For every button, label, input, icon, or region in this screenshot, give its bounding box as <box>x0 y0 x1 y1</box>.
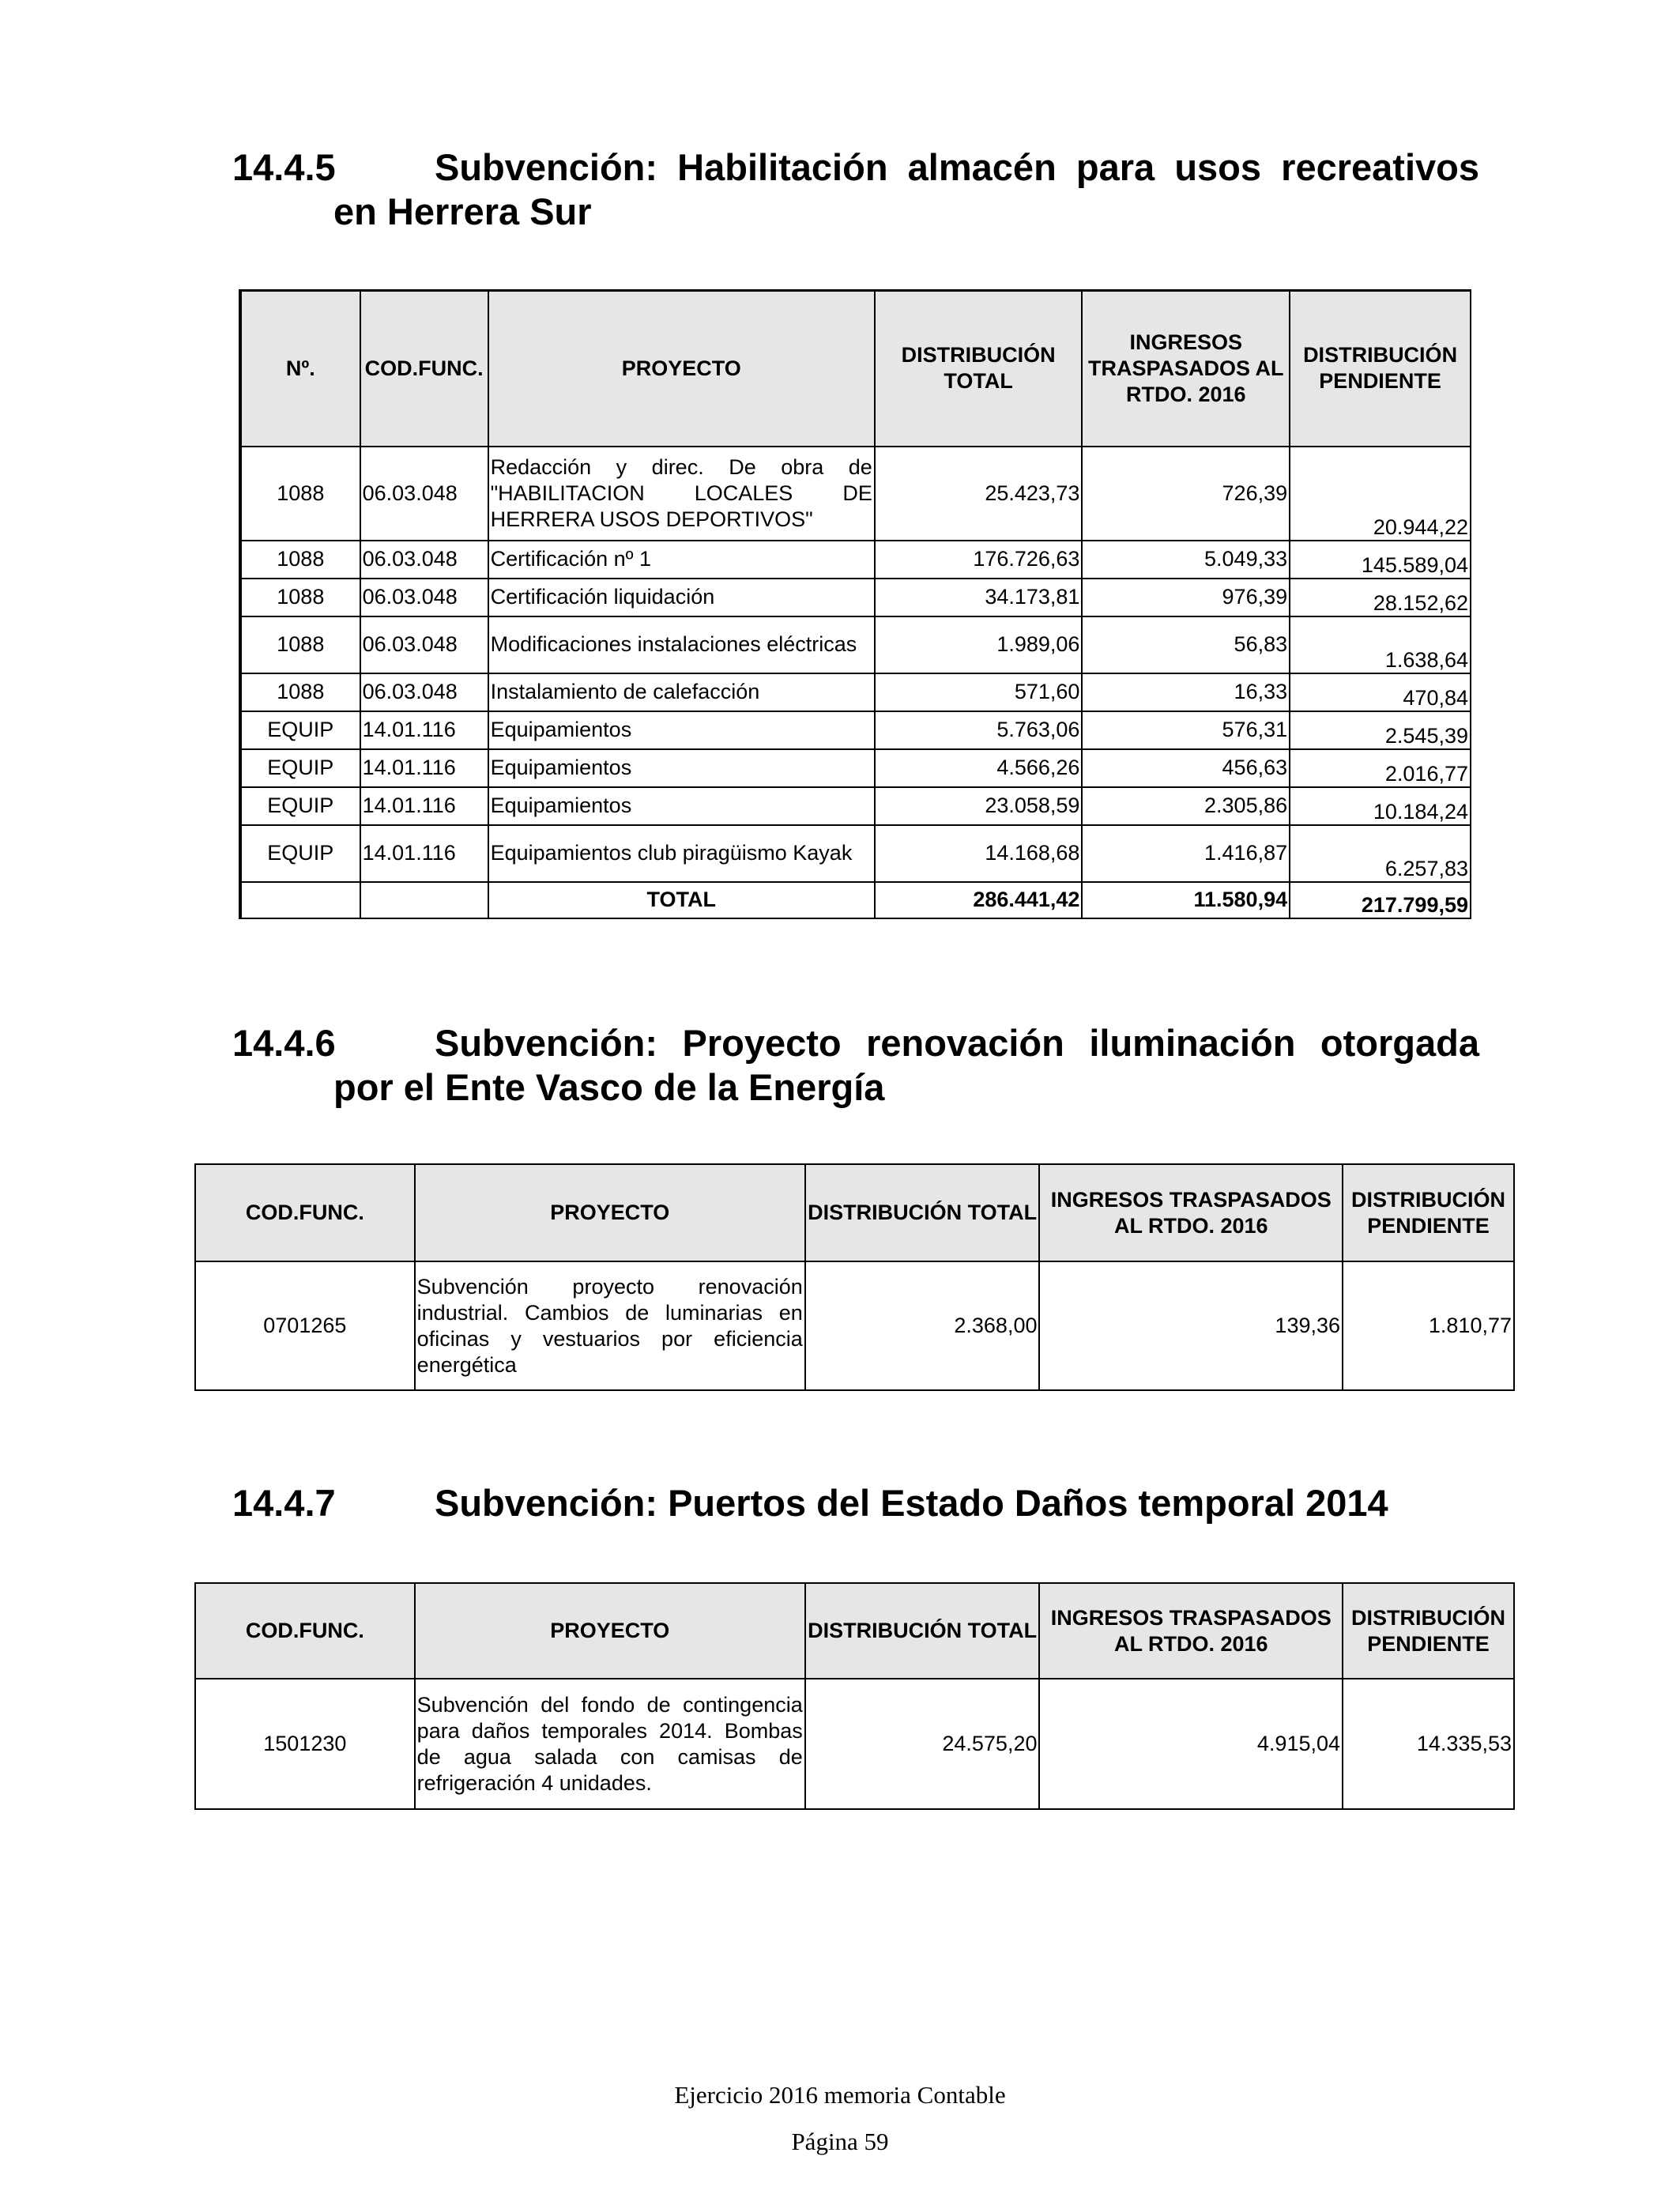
cell-distribucion-total: 25.423,73 <box>875 447 1083 541</box>
table-row <box>195 1679 1514 1809</box>
cell-ingresos: 2.305,86 <box>1082 787 1290 825</box>
cell-proyecto: Redacción y direc. De obra de "HABILITACION LOCALES DE HERRERA USOS DEPORTIVOS" <box>488 447 875 541</box>
cell-cod-func: 06.03.048 <box>360 673 488 711</box>
col-header-distribucion-total: DISTRIBUCIÓN TOTAL <box>875 291 1083 447</box>
cell-n: EQUIP <box>240 749 360 787</box>
col-header-distribucion-total: DISTRIBUCIÓN TOTAL <box>805 1164 1040 1261</box>
cell-cod-func: 14.01.116 <box>360 787 488 825</box>
cell-distribucion-total: 176.726,63 <box>875 541 1083 579</box>
cell-distribucion-pendiente: 145.589,04 <box>1290 541 1471 579</box>
col-header-ingresos: INGRESOS TRASPASADOS AL RTDO. 2016 <box>1039 1164 1343 1261</box>
cell-distribucion-pendiente: 14.335,53 <box>1343 1679 1514 1809</box>
table-row <box>240 711 1471 749</box>
col-header-cod-func: COD.FUNC. <box>195 1164 415 1261</box>
col-header-n: Nº. <box>240 291 360 447</box>
section-number: 14.4.5 <box>232 146 336 188</box>
table-row <box>240 749 1471 787</box>
cell-total-label: TOTAL <box>488 882 875 918</box>
cell-ingresos: 976,39 <box>1082 579 1290 616</box>
cell-proyecto: Certificación nº 1 <box>488 541 875 579</box>
table-header-row <box>195 1164 1514 1261</box>
cell-n: 1088 <box>240 541 360 579</box>
section-heading-14-4-7 <box>232 1481 1479 1525</box>
col-header-ingresos: INGRESOS TRASPASADOS AL RTDO. 2016 <box>1082 291 1290 447</box>
cell-proyecto: Equipamientos <box>488 711 875 749</box>
table-row <box>240 673 1471 711</box>
cell-ingresos: 4.915,04 <box>1039 1679 1343 1809</box>
footer-title: Ejercicio 2016 memoria Contable <box>674 2081 1006 2109</box>
cell-n: EQUIP <box>240 711 360 749</box>
cell-cod-func: 14.01.116 <box>360 711 488 749</box>
cell-total-ingresos: 11.580,94 <box>1082 882 1290 918</box>
cell-distribucion-total: 4.566,26 <box>875 749 1083 787</box>
col-header-proyecto: PROYECTO <box>415 1583 805 1679</box>
col-header-proyecto: PROYECTO <box>415 1164 805 1261</box>
cell-n: 1088 <box>240 447 360 541</box>
section-number: 14.4.6 <box>232 1022 336 1064</box>
cell-n: 1088 <box>240 673 360 711</box>
cell-n: EQUIP <box>240 825 360 882</box>
section-title: Subvención: Puertos del Estado Daños temporal 2014 <box>435 1482 1388 1524</box>
cell-ingresos: 16,33 <box>1082 673 1290 711</box>
section-title-continuation: por el Ente Vasco de la Energía <box>333 1066 885 1108</box>
cell-proyecto: Modificaciones instalaciones eléctricas <box>488 616 875 673</box>
cell-distribucion-pendiente: 28.152,62 <box>1290 579 1471 616</box>
cell-cod-func: 0701265 <box>195 1261 415 1390</box>
heading-line-1 <box>232 1021 1479 1065</box>
cell-proyecto: Subvención proyecto renovación industrial. Cambios de luminarias en oficinas y vestuarios por eficiencia energética <box>415 1261 805 1390</box>
cell-distribucion-pendiente: 2.016,77 <box>1290 749 1471 787</box>
cell-distribucion-total: 34.173,81 <box>875 579 1083 616</box>
cell-proyecto: Equipamientos club piragüismo Kayak <box>488 825 875 882</box>
cell-cod-func: 06.03.048 <box>360 579 488 616</box>
col-header-distribucion-pendiente: DISTRIBUCIÓN PENDIENTE <box>1343 1583 1514 1679</box>
cell-distribucion-total: 23.058,59 <box>875 787 1083 825</box>
cell-proyecto: Equipamientos <box>488 787 875 825</box>
table-header-row <box>195 1583 1514 1679</box>
cell-distribucion-total: 14.168,68 <box>875 825 1083 882</box>
table-total-row <box>240 882 1471 918</box>
col-header-cod-func: COD.FUNC. <box>195 1583 415 1679</box>
cell-ingresos: 456,63 <box>1082 749 1290 787</box>
cell-n: 1088 <box>240 616 360 673</box>
cell-ingresos: 5.049,33 <box>1082 541 1290 579</box>
table-body <box>240 447 1471 918</box>
col-header-ingresos: INGRESOS TRASPASADOS AL RTDO. 2016 <box>1039 1583 1343 1679</box>
cell-ingresos: 139,36 <box>1039 1261 1343 1390</box>
col-header-cod-func: COD.FUNC. <box>360 291 488 447</box>
table-row <box>240 447 1471 541</box>
section-heading-14-4-6 <box>232 1021 1479 1110</box>
table-puertos-del-estado <box>194 1582 1515 1810</box>
cell-distribucion-pendiente: 6.257,83 <box>1290 825 1471 882</box>
section-title-continuation: en Herrera Sur <box>333 190 592 232</box>
cell-cod-func: 14.01.116 <box>360 825 488 882</box>
table-row <box>240 579 1471 616</box>
table-row <box>240 541 1471 579</box>
cell-cod-func: 06.03.048 <box>360 616 488 673</box>
cell-distribucion-pendiente: 10.184,24 <box>1290 787 1471 825</box>
cell-distribucion-total: 1.989,06 <box>875 616 1083 673</box>
cell-cod-func: 14.01.116 <box>360 749 488 787</box>
cell-ingresos: 56,83 <box>1082 616 1290 673</box>
section-heading-14-4-5 <box>232 145 1479 234</box>
section-number: 14.4.7 <box>232 1482 336 1524</box>
cell-distribucion-total: 24.575,20 <box>805 1679 1040 1809</box>
footer-page-number: Página 59 <box>791 2128 889 2155</box>
col-header-distribucion-total: DISTRIBUCIÓN TOTAL <box>805 1583 1040 1679</box>
cell-proyecto: Certificación liquidación <box>488 579 875 616</box>
cell-ingresos: 576,31 <box>1082 711 1290 749</box>
cell-proyecto: Equipamientos <box>488 749 875 787</box>
table-renovacion-iluminacion <box>194 1163 1515 1391</box>
cell-empty <box>360 882 488 918</box>
cell-distribucion-pendiente: 1.810,77 <box>1343 1261 1514 1390</box>
cell-total-pendiente: 217.799,59 <box>1290 882 1471 918</box>
cell-distribucion-total: 2.368,00 <box>805 1261 1040 1390</box>
cell-empty <box>240 882 360 918</box>
col-header-distribucion-pendiente: DISTRIBUCIÓN PENDIENTE <box>1290 291 1471 447</box>
cell-cod-func: 1501230 <box>195 1679 415 1809</box>
table-row <box>240 616 1471 673</box>
cell-distribucion-pendiente: 2.545,39 <box>1290 711 1471 749</box>
cell-distribucion-pendiente: 20.944,22 <box>1290 447 1471 541</box>
cell-ingresos: 1.416,87 <box>1082 825 1290 882</box>
col-header-distribucion-pendiente: DISTRIBUCIÓN PENDIENTE <box>1343 1164 1514 1261</box>
table-row <box>195 1261 1514 1390</box>
cell-n: 1088 <box>240 579 360 616</box>
table-header-row <box>240 291 1471 447</box>
cell-distribucion-pendiente: 1.638,64 <box>1290 616 1471 673</box>
cell-distribucion-total: 5.763,06 <box>875 711 1083 749</box>
section-title: Subvención: Proyecto renovación iluminación otorgada <box>435 1022 1479 1064</box>
col-header-proyecto: PROYECTO <box>488 291 875 447</box>
section-title: Subvención: Habilitación almacén para usos recreativos <box>435 146 1479 188</box>
cell-ingresos: 726,39 <box>1082 447 1290 541</box>
cell-proyecto: Instalamiento de calefacción <box>488 673 875 711</box>
table-habilitacion-almacen <box>239 289 1471 919</box>
cell-distribucion-total: 571,60 <box>875 673 1083 711</box>
cell-cod-func: 06.03.048 <box>360 541 488 579</box>
table-row <box>240 825 1471 882</box>
table-row <box>240 787 1471 825</box>
cell-n: EQUIP <box>240 787 360 825</box>
cell-total-distribucion: 286.441,42 <box>875 882 1083 918</box>
cell-distribucion-pendiente: 470,84 <box>1290 673 1471 711</box>
heading-line-1 <box>232 1482 1388 1524</box>
cell-cod-func: 06.03.048 <box>360 447 488 541</box>
cell-proyecto: Subvención del fondo de contingencia para daños temporales 2014. Bombas de agua salada con camisas de refrigeración 4 unidades. <box>415 1679 805 1809</box>
heading-line-1 <box>232 145 1479 190</box>
